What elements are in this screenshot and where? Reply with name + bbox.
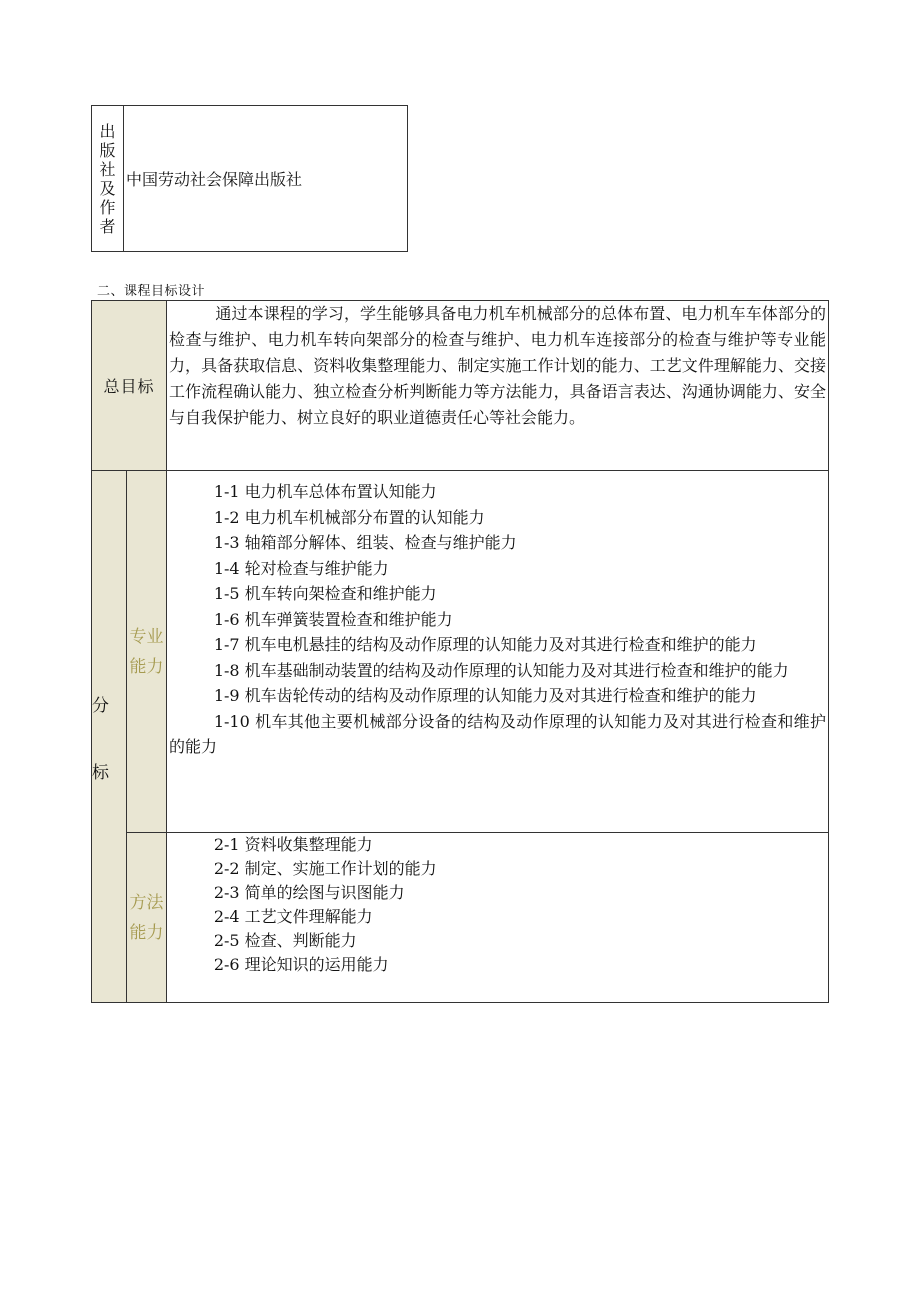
publisher-label-char: 作 [99,197,116,217]
method-label-line: 方法 [129,892,164,913]
publisher-label-char: 出 [99,121,116,141]
professional-ability-label [127,471,167,833]
list-item: 1-3 轴箱部分解体、组装、检查与维护能力 [213,533,517,552]
method-ability-list [167,833,829,1003]
list-item: 2-2 制定、实施工作计划的能力 [213,859,437,878]
list-item: 1-10 机车其他主要机械部分设备的结构及动作原理的认知能力及对其进行检查和维护的能力 [169,711,826,756]
professional-label-line: 能力 [129,656,164,677]
section-title: 二、课程目标设计 [97,284,206,299]
sub-goal-label-char: 分 [92,695,109,716]
list-item: 1-4 轮对检查与维护能力 [213,558,389,578]
method-ability-row [92,833,829,1003]
method-label-line: 能力 [129,922,164,943]
list-item: 2-4 工艺文件理解能力 [213,907,373,926]
list-item: 1-6 机车弹簧装置检查和维护能力 [213,609,453,629]
list-item: 2-5 检查、判断能力 [213,931,357,950]
total-goal-text: 通过本课程的学习，学生能够具备电力机车机械部分的总体布置、电力机车车体部分的检查与维护、电力机车转向架部分的检查与维护、电力机车连接部分的检查与维护等专业能力，具备获取信息、资料收集整理能力、制定实施工作计划的能力、工艺文件理解能力、交接工作流程确认能力、独立检查分析判断能力等方法能力，具备语言表达、沟通协调能力、安全与自我保护能力、树立良好的职业道德责任心等社会能力。 [167,301,829,471]
list-item: 2-6 理论知识的运用能力 [213,955,389,974]
course-goal-table [91,300,829,1003]
publisher-label-char: 版 [99,140,116,160]
list-item: 1-7 机车电机悬挂的结构及动作原理的认知能力及对其进行检查和维护的能力 [213,635,757,654]
method-ability-label [127,833,167,1003]
list-item: 1-9 机车齿轮传动的结构及动作原理的认知能力及对其进行检查和维护的能力 [213,686,757,705]
list-item: 1-5 机车转向架检查和维护能力 [213,584,437,603]
list-item: 2-1 资料收集整理能力 [213,835,373,854]
list-item: 1-1 电力机车总体布置认知能力 [213,482,437,501]
publisher-value: 中国劳动社会保障出版社 [124,106,408,252]
list-item: 2-3 简单的绘图与识图能力 [213,883,405,902]
sub-goal-label [92,471,127,1003]
publisher-label-char: 者 [99,216,116,236]
professional-ability-row [92,471,829,833]
total-goal-row [92,301,829,471]
publisher-table [91,105,408,252]
list-item: 1-2 电力机车机械部分布置的认知能力 [213,507,485,527]
list-item: 1-8 机车基础制动装置的结构及动作原理的认知能力及对其进行检查和维护的能力 [213,660,789,680]
professional-ability-list [167,471,829,833]
sub-goal-label-char: 标 [92,762,109,783]
publisher-label-char: 社 [99,159,116,179]
total-goal-label: 总目标 [92,301,167,471]
publisher-label-char: 及 [99,178,116,198]
publisher-label [92,106,124,252]
professional-label-line: 专业 [129,626,164,647]
